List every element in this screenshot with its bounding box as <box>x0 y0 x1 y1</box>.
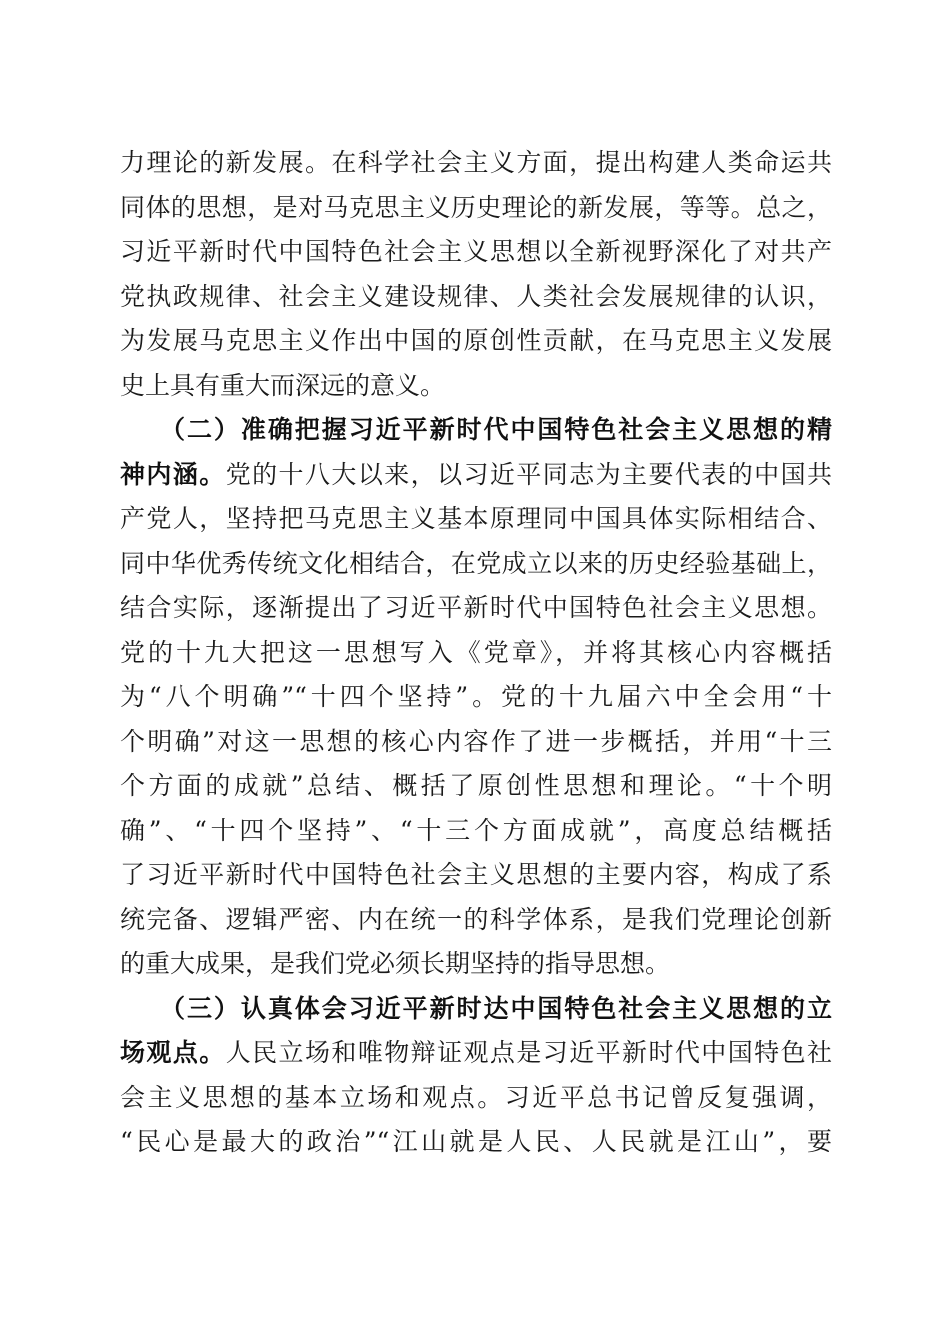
section-3-line-3: 会主义思想的基本立场和观点。习近平总书记曾反复强调， <box>120 1082 832 1112</box>
paragraph-1-line-2: 同体的思想，是对马克思主义历史理论的新发展，等等。总之， <box>120 192 832 222</box>
section-2-line-10: 确”、“十四个坚持”、“十三个方面成就”，高度总结概括 <box>120 815 832 845</box>
section-2-line-12: 统完备、逻辑严密、内在统一的科学体系，是我们党理论创新 <box>120 904 832 934</box>
paragraph-1-line-3: 习近平新时代中国特色社会主义思想以全新视野深化了对共产 <box>120 237 832 266</box>
paragraph-1-line-5: 为发展马克思主义作出中国的原创性贡献，在马克思主义发展 <box>120 326 832 355</box>
section-2-line-3: 产党人，坚持把马克思主义基本原理同中国具体实际相结合、 <box>120 504 832 533</box>
section-3-heading-line-1: （三）认真体会习近平新时达中国特色社会主义思想的立 <box>160 993 832 1023</box>
section-2-heading-line-1: （二）准确把握习近平新时代中国特色社会主义思想的精 <box>160 415 832 444</box>
section-2-line-9: 个方面的成就”总结、概括了原创性思想和理论。“十个明 <box>120 771 832 800</box>
section-2-line-4: 同中华优秀传统文化相结合，在党成立以来的历史经验基础上， <box>120 548 832 578</box>
paragraph-1-line-1: 力理论的新发展。在科学社会主义方面，提出构建人类命运共 <box>120 148 832 177</box>
document-body <box>120 141 832 1165</box>
section-2-line-13: 的重大成果，是我们党必须长期坚持的指导思想。 <box>120 949 671 978</box>
section-2-line-11: 了习近平新时代中国特色社会主义思想的主要内容，构成了系 <box>120 860 832 889</box>
section-3-line-2 <box>120 1031 832 1076</box>
section-2-line-2-text: 党的十八大以来，以习近平同志为主要代表的中国共 <box>225 459 832 489</box>
paragraph-1-line-4: 党执政规律、社会主义建设规律、人类社会发展规律的认识， <box>120 281 832 311</box>
section-3-line-2-text: 人民立场和唯物辩证观点是习近平新时代中国特色社 <box>225 1038 832 1067</box>
section-2-line-6: 党的十九大把这一思想写入《党章》，并将其核心内容概括 <box>120 637 832 667</box>
section-2-heading-end: 神内涵。 <box>120 459 226 489</box>
section-2-line-7: 为“八个明确”“十四个坚持”。党的十九届六中全会用“十 <box>120 682 832 711</box>
section-3-heading-end: 场观点。 <box>120 1038 226 1067</box>
section-2-line-8: 个明确”对这一思想的核心内容作了进一步概括，并用“十三 <box>120 726 832 756</box>
section-2-line-5: 结合实际，逐渐提出了习近平新时代中国特色社会主义思想。 <box>120 593 832 622</box>
paragraph-1-line-6: 史上具有重大而深远的意义。 <box>120 370 446 400</box>
section-2-line-2 <box>120 453 832 498</box>
section-3-line-4: “民心是最大的政治”“江山就是人民、人民就是江山”，要 <box>120 1127 832 1156</box>
